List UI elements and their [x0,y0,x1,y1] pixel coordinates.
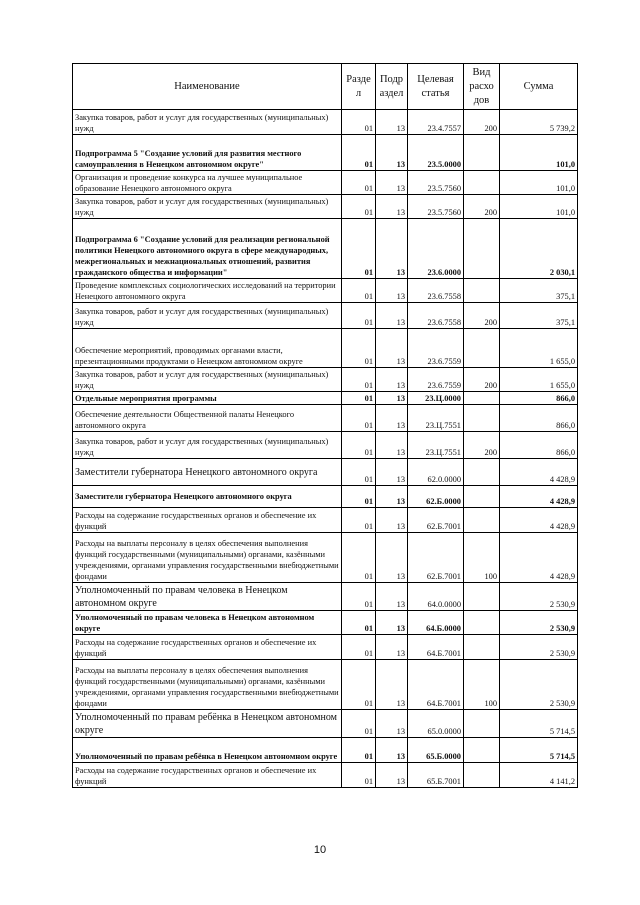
row-type [464,135,500,171]
row-sum: 2 030,1 [500,219,578,279]
table-row [73,303,578,329]
row-section: 01 [342,459,376,486]
row-name: Расходы на выплаты персоналу в целях обеспечения выполнения функций государственными (муниципальными) органами, казёнными учреждениями, органами управления государственными внебюджетными фондами [73,660,342,710]
table-row [73,486,578,508]
row-subsection: 13 [376,738,408,763]
row-type: 200 [464,368,500,392]
row-name: Закупка товаров, работ и услуг для государственных (муниципальных) нужд [73,195,342,219]
row-sum: 101,0 [500,195,578,219]
header-subsection: Подр аздел [376,64,408,110]
row-target: 23.4.7557 [408,110,464,135]
row-sum: 866,0 [500,432,578,459]
budget-table [72,63,578,788]
row-target: 23.Ц.0000 [408,392,464,405]
row-name: Расходы на содержание государственных органов и обеспечение их функций [73,508,342,533]
row-target: 62.Б.7001 [408,533,464,583]
row-subsection: 13 [376,368,408,392]
row-name: Расходы на содержание государственных органов и обеспечение их функций [73,763,342,788]
row-section: 01 [342,171,376,195]
row-section: 01 [342,110,376,135]
row-target: 23.Ц.7551 [408,432,464,459]
row-sum: 101,0 [500,135,578,171]
header-target: Целевая статья [408,64,464,110]
header-sum: Сумма [500,64,578,110]
row-type [464,710,500,738]
row-subsection: 13 [376,110,408,135]
row-section: 01 [342,432,376,459]
row-type [464,279,500,303]
row-name: Заместители губернатора Ненецкого автономного округа [73,486,342,508]
row-sum: 2 530,9 [500,611,578,635]
row-type: 200 [464,432,500,459]
row-name: Закупка товаров, работ и услуг для государственных (муниципальных) нужд [73,368,342,392]
row-name: Организация и проведение конкурса на лучшее муниципальное образование Ненецкого автономного округа [73,171,342,195]
table-row [73,611,578,635]
row-subsection: 13 [376,533,408,583]
row-type: 100 [464,660,500,710]
table-row [73,763,578,788]
row-type [464,219,500,279]
row-subsection: 13 [376,635,408,660]
table-row [73,392,578,405]
row-type [464,635,500,660]
table-row [73,660,578,710]
row-name: Заместители губернатора Ненецкого автономного округа [73,459,342,486]
row-target: 65.Б.7001 [408,763,464,788]
row-target: 64.Б.0000 [408,611,464,635]
row-type [464,763,500,788]
row-subsection: 13 [376,405,408,432]
row-name: Уполномоченный по правам ребёнка в Ненецком автономном округе [73,710,342,738]
row-type [464,392,500,405]
row-sum: 5 714,5 [500,710,578,738]
row-type [464,486,500,508]
row-sum: 2 530,9 [500,660,578,710]
row-name: Подпрограмма 6 "Создание условий для реализации региональной политики Ненецкого автономного округа в сфере международных, межрегиональных и межнациональных отношений, развития гражданского общества и информации" [73,219,342,279]
row-target: 62.Б.0000 [408,486,464,508]
row-name: Закупка товаров, работ и услуг для государственных (муниципальных) нужд [73,303,342,329]
row-target: 23.6.7558 [408,303,464,329]
row-name: Уполномоченный по правам ребёнка в Ненецком автономном округе [73,738,342,763]
row-target: 23.6.7559 [408,368,464,392]
row-subsection: 13 [376,135,408,171]
row-sum: 866,0 [500,405,578,432]
row-name: Расходы на выплаты персоналу в целях обеспечения выполнения функций государственными (муниципальными) органами, казёнными учреждениями, органами управления государственными внебюджетными фондами [73,533,342,583]
table-header-row [73,64,578,110]
row-target: 64.0.0000 [408,583,464,611]
row-target: 23.5.7560 [408,195,464,219]
row-section: 01 [342,533,376,583]
table-row [73,710,578,738]
table-row [73,583,578,611]
table-row [73,533,578,583]
row-section: 01 [342,763,376,788]
row-type: 200 [464,303,500,329]
row-target: 64.Б.7001 [408,635,464,660]
row-name: Уполномоченный по правам человека в Ненецком автономном округе [73,583,342,611]
table-row [73,171,578,195]
row-section: 01 [342,329,376,368]
page-number: 10 [313,844,327,856]
row-subsection: 13 [376,392,408,405]
row-sum: 1 655,0 [500,368,578,392]
row-section: 01 [342,195,376,219]
row-type [464,508,500,533]
row-target: 23.6.0000 [408,219,464,279]
row-name: Расходы на содержание государственных органов и обеспечение их функций [73,635,342,660]
row-type [464,329,500,368]
row-target: 64.Б.7001 [408,660,464,710]
row-sum: 2 530,9 [500,583,578,611]
row-target: 23.6.7559 [408,329,464,368]
row-sum: 5 714,5 [500,738,578,763]
row-type [464,405,500,432]
row-type: 100 [464,533,500,583]
row-subsection: 13 [376,329,408,368]
row-target: 23.5.7560 [408,171,464,195]
row-name: Обеспечение мероприятий, проводимых органами власти, презентационными продуктами о Ненецком автономном округе [73,329,342,368]
row-sum: 4 428,9 [500,508,578,533]
row-sum: 101,0 [500,171,578,195]
row-section: 01 [342,279,376,303]
row-target: 65.Б.0000 [408,738,464,763]
row-sum: 1 655,0 [500,329,578,368]
table-row [73,329,578,368]
row-type [464,738,500,763]
header-section: Разде л [342,64,376,110]
row-section: 01 [342,710,376,738]
row-sum: 4 428,9 [500,486,578,508]
row-target: 23.Ц.7551 [408,405,464,432]
row-name: Подпрограмма 5 "Создание условий для развития местного самоуправления в Ненецком автономном округе" [73,135,342,171]
row-type: 200 [464,195,500,219]
table-row [73,195,578,219]
row-name: Проведение комплексных социологических исследований на территории Ненецкого автономного округа [73,279,342,303]
row-target: 23.6.7558 [408,279,464,303]
row-section: 01 [342,219,376,279]
row-subsection: 13 [376,459,408,486]
row-sum: 2 530,9 [500,635,578,660]
row-section: 01 [342,738,376,763]
row-subsection: 13 [376,763,408,788]
table-row [73,635,578,660]
row-section: 01 [342,508,376,533]
row-subsection: 13 [376,583,408,611]
row-name: Уполномоченный по правам человека в Ненецком автономном округе [73,611,342,635]
row-target: 65.0.0000 [408,710,464,738]
header-type: Вид расхо дов [464,64,500,110]
table-row [73,110,578,135]
row-section: 01 [342,486,376,508]
row-section: 01 [342,635,376,660]
table-row [73,279,578,303]
row-sum: 5 739,2 [500,110,578,135]
row-section: 01 [342,583,376,611]
row-subsection: 13 [376,195,408,219]
row-type [464,459,500,486]
row-subsection: 13 [376,171,408,195]
row-name: Отдельные мероприятия программы [73,392,342,405]
row-sum: 375,1 [500,279,578,303]
row-target: 62.0.0000 [408,459,464,486]
row-subsection: 13 [376,611,408,635]
table-row [73,738,578,763]
row-subsection: 13 [376,508,408,533]
row-section: 01 [342,368,376,392]
row-type [464,611,500,635]
row-subsection: 13 [376,710,408,738]
row-type [464,171,500,195]
row-section: 01 [342,392,376,405]
table-row [73,459,578,486]
table-row [73,508,578,533]
row-type: 200 [464,110,500,135]
row-target: 62.Б.7001 [408,508,464,533]
row-name: Закупка товаров, работ и услуг для государственных (муниципальных) нужд [73,432,342,459]
row-target: 23.5.0000 [408,135,464,171]
row-section: 01 [342,405,376,432]
row-sum: 4 428,9 [500,459,578,486]
table-row [73,219,578,279]
row-name: Обеспечение деятельности Общественной палаты Ненецкого автономного округа [73,405,342,432]
table-row [73,135,578,171]
table-row [73,432,578,459]
table-row [73,405,578,432]
table-row [73,368,578,392]
row-section: 01 [342,303,376,329]
row-subsection: 13 [376,660,408,710]
row-subsection: 13 [376,219,408,279]
row-subsection: 13 [376,486,408,508]
row-subsection: 13 [376,432,408,459]
row-type [464,583,500,611]
header-name: Наименование [73,64,342,110]
row-section: 01 [342,660,376,710]
row-subsection: 13 [376,279,408,303]
row-section: 01 [342,135,376,171]
row-name: Закупка товаров, работ и услуг для государственных (муниципальных) нужд [73,110,342,135]
row-section: 01 [342,611,376,635]
row-sum: 866,0 [500,392,578,405]
row-sum: 4 141,2 [500,763,578,788]
row-subsection: 13 [376,303,408,329]
row-sum: 4 428,9 [500,533,578,583]
row-sum: 375,1 [500,303,578,329]
